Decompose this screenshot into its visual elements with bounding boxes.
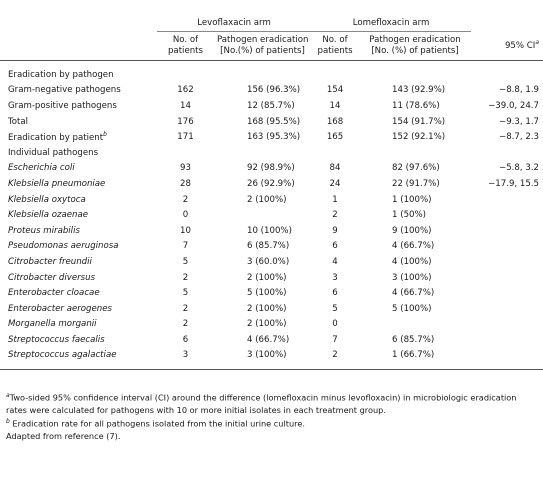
lom-eradication-cell: 154 (91.7%)	[392, 116, 446, 127]
row-label: Klebsiella oxytoca	[8, 194, 86, 205]
lev-patients-cell: 5	[182, 288, 189, 299]
row-label: Pseudomonas aeruginosa	[8, 241, 119, 252]
lom-eradication-cell: 4 (66.7%)	[392, 241, 435, 252]
lev-eradication-cell: 2 (100%)	[247, 319, 287, 330]
lev-patients-cell: 14	[180, 100, 191, 111]
lev-eradication-cell: 5 (100%)	[247, 288, 287, 299]
table-row	[0, 223, 543, 239]
ci-cell: −8.7, 2.3	[499, 132, 540, 143]
ci-cell	[471, 348, 543, 364]
lev-patients-cell: 10	[180, 225, 191, 236]
column-header-row	[0, 32, 543, 61]
lom-eradication-cell: 82 (97.6%)	[392, 163, 440, 174]
table-row	[0, 83, 543, 99]
levofloxacin-arm-header: Levoflaxacin arm	[197, 18, 271, 28]
row-label: Gram-negative pathogens	[8, 85, 121, 96]
ci-cell	[471, 285, 543, 301]
lom-eradication-cell: 4 (100%)	[392, 256, 432, 267]
row-label-text: Eradication by patient	[8, 133, 104, 144]
lom-patients-cell: 2	[332, 210, 338, 221]
lom-eradication-cell: 143 (92.9%)	[392, 85, 446, 96]
section-label-individual: Individual pathogens	[8, 147, 99, 158]
footnote-marker-b: b	[103, 131, 107, 139]
row-label: Klebsiella pneumoniae	[8, 178, 106, 189]
ci-cell: −9.3, 1.7	[499, 116, 540, 127]
footnotes	[0, 370, 543, 441]
ci-cell: −17.9, 15.5	[488, 178, 540, 189]
lom-eradication-cell: 4 (66.7%)	[392, 288, 435, 299]
lom-eradication-cell: 6 (85.7%)	[392, 334, 435, 345]
section-label-by-pathogen: Eradication by pathogen	[8, 69, 114, 80]
lev-eradication-cell: 26 (92.9%)	[247, 178, 295, 189]
row-label: Citrobacter freundii	[8, 256, 92, 267]
arm-header-row	[0, 0, 543, 32]
row-label: Proteus mirabilis	[8, 225, 80, 236]
table-bottom-rule	[0, 363, 543, 370]
lom-patients-cell: 84	[329, 163, 341, 174]
lev-eradication-cell	[214, 207, 311, 223]
row-label: Morganella morganii	[8, 319, 97, 330]
ci-cell	[471, 254, 543, 270]
lom-eradication-cell: 5 (100%)	[392, 303, 432, 314]
ci-cell	[471, 317, 543, 333]
lev-patients-cell: 3	[182, 350, 189, 361]
ci-cell	[471, 239, 543, 255]
lev-eradication-cell: 3 (100%)	[247, 350, 287, 361]
lev-patients-cell: 5	[182, 256, 189, 267]
table-row	[0, 317, 543, 333]
section-row	[0, 67, 543, 83]
row-label: Streptococcus faecalis	[8, 334, 105, 345]
table-row	[0, 301, 543, 317]
lom-patients-cell: 154	[326, 85, 344, 96]
lom-eradication-cell: 1 (100%)	[392, 194, 432, 205]
lev-patients-cell: 2	[182, 194, 189, 205]
lev-eradication-cell: 2 (100%)	[247, 303, 287, 314]
source-note: Adapted from reference (7).	[6, 430, 121, 441]
ci-cell	[471, 207, 543, 223]
table-row	[0, 270, 543, 286]
row-label: Enterobacter aerogenes	[8, 303, 112, 314]
lom-patients-cell: 168	[326, 116, 344, 127]
lev-eradication-cell: 92 (98.9%)	[247, 163, 295, 174]
lom-eradication-cell: 9 (100%)	[392, 225, 432, 236]
lev-patients-cell: 0	[182, 210, 189, 221]
lom-patients-cell: 7	[332, 334, 338, 345]
ci-cell: −5.8, 3.2	[499, 163, 540, 174]
lom-eradication-cell	[359, 317, 471, 333]
table-row-by-patient	[0, 129, 543, 145]
table-row	[0, 207, 543, 223]
row-label: Total	[8, 116, 29, 127]
lom-patients-cell: 6	[332, 241, 338, 252]
lom-eradication-cell: 22 (91.7%)	[392, 178, 440, 189]
lev-eradication-cell: 4 (66.7%)	[247, 334, 290, 345]
table-row	[0, 176, 543, 192]
table-row	[0, 114, 543, 130]
row-label: Gram-positive pathogens	[8, 100, 117, 111]
lom-patients-cell: 2	[332, 350, 338, 361]
footnote-a: $^a$Two-sided 95% confidence interval (CI) around the difference (lomefloxacin minus levofloxacin) in microbiologic eradication rates were calculated for pathogens with 10 or more initial isolates in each treatment group.	[6, 392, 517, 416]
lom-patients-cell: 6	[332, 288, 338, 299]
table-row	[0, 332, 543, 348]
footnote-b: $^b$ Eradication rate for all pathogens isolated from the initial urine culture.	[6, 418, 305, 429]
ci-cell	[471, 270, 543, 286]
lev-patients-cell: 28	[180, 178, 191, 189]
lom-patients-header: No. of patients	[311, 32, 359, 61]
lom-patients-cell: 9	[332, 225, 338, 236]
table-row	[0, 348, 543, 364]
lom-patients-cell: 3	[332, 272, 338, 283]
lev-patients-cell: 171	[177, 132, 194, 143]
lev-eradication-header: Pathogen eradication [No.(%) of patients]	[214, 32, 311, 61]
table-row	[0, 239, 543, 255]
ci-cell: −8.8, 1.9	[499, 85, 540, 96]
lev-eradication-cell: 2 (100%)	[247, 194, 287, 205]
lev-patients-cell: 6	[182, 334, 189, 345]
lom-patients-cell: 14	[329, 100, 341, 111]
lom-eradication-cell: 3 (100%)	[392, 272, 432, 283]
table-row	[0, 98, 543, 114]
lom-patients-cell: 24	[329, 178, 341, 189]
lev-eradication-cell: 12 (85.7%)	[247, 100, 295, 111]
lev-eradication-cell: 168 (95.5%)	[247, 116, 301, 127]
table-row	[0, 285, 543, 301]
lom-patients-cell: 165	[326, 132, 344, 143]
row-label: Streptococcus agalactiae	[8, 350, 117, 361]
lev-patients-cell: 2	[182, 303, 189, 314]
table-row	[0, 254, 543, 270]
row-label: Escherichia coli	[8, 163, 75, 174]
table-row	[0, 161, 543, 177]
lom-patients-cell: 1	[332, 194, 338, 205]
row-label: Citrobacter diversus	[8, 272, 96, 283]
ci-cell	[471, 223, 543, 239]
lev-patients-header: No. of patients	[157, 32, 214, 61]
lomefloxacin-arm-header: Lomefloxacin arm	[352, 18, 430, 28]
lev-patients-cell: 93	[180, 163, 191, 174]
row-label	[0, 129, 157, 145]
lev-patients-cell: 7	[182, 241, 189, 252]
row-label: Enterobacter cloacae	[8, 288, 100, 299]
ci-cell	[471, 332, 543, 348]
lom-eradication-cell: 11 (78.6%)	[392, 100, 440, 111]
table-row	[0, 192, 543, 208]
lev-eradication-cell: 10 (100%)	[247, 225, 292, 236]
ci-cell	[471, 301, 543, 317]
section-row	[0, 145, 543, 161]
lom-patients-cell: 5	[332, 303, 338, 314]
lom-patients-cell: 0	[332, 319, 338, 330]
lev-eradication-cell: 3 (60.0%)	[247, 256, 290, 267]
row-label: Klebsiella ozaenae	[8, 210, 89, 221]
lev-patients-cell: 162	[177, 85, 194, 96]
lev-eradication-cell: 2 (100%)	[247, 272, 287, 283]
lom-eradication-header: Pathogen eradication [No. (%) of patients]	[359, 32, 471, 61]
lev-patients-cell: 2	[182, 319, 189, 330]
lev-patients-cell: 176	[177, 116, 194, 127]
ci-header: 95% $CI^a$	[471, 32, 543, 61]
lev-patients-cell: 2	[182, 272, 189, 283]
lom-eradication-cell: 152 (92.1%)	[392, 132, 446, 143]
lev-eradication-cell: 156 (96.3%)	[247, 85, 301, 96]
lev-eradication-cell: 6 (85.7%)	[247, 241, 290, 252]
lom-patients-cell: 4	[332, 256, 338, 267]
table-body	[0, 61, 543, 370]
ci-cell: −39.0, 24.7	[488, 100, 540, 111]
lev-eradication-cell: 163 (95.3%)	[247, 132, 301, 143]
ci-cell	[471, 192, 543, 208]
lom-eradication-cell: 1 (50%)	[392, 210, 427, 221]
lom-eradication-cell: 1 (66.7%)	[392, 350, 435, 361]
